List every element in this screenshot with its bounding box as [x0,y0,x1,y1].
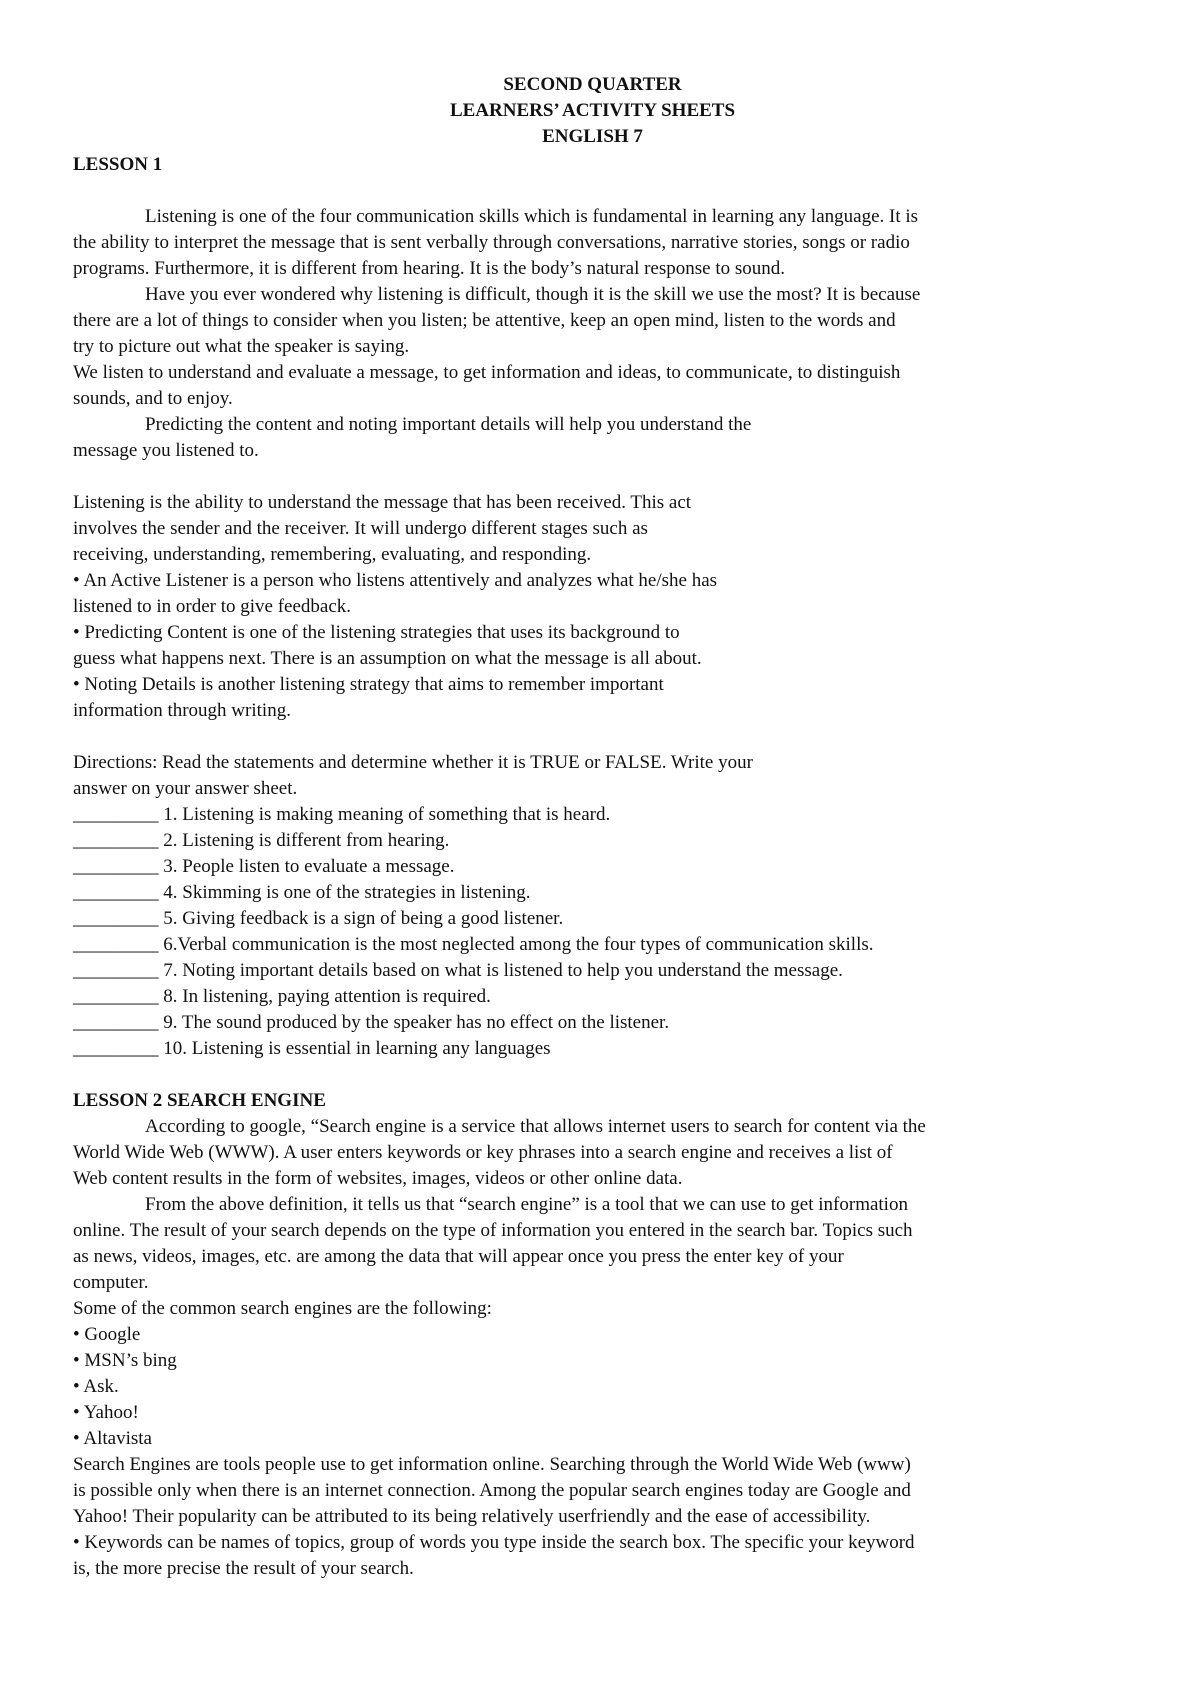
text-line: information through writing. [73,700,291,721]
text-line: as news, videos, images, etc. are among the data that will appear once you press the enter key of your [73,1246,844,1267]
lesson1-concepts [73,490,1112,724]
text-line: receiving, understanding, remembering, evaluating, and responding. [73,544,592,565]
quiz-item: _________ 2. Listening is different from hearing. [73,830,450,851]
text-line: Have you ever wondered why listening is difficult, though it is the skill we use the most? It is because [145,284,921,305]
true-false-items [73,802,1112,1062]
bullet-noting-details: • Noting Details is another listening strategy that aims to remember important [73,674,664,695]
text-line: World Wide Web (WWW). A user enters keywords or key phrases into a search engine and receives a list of [73,1142,893,1163]
text-line: According to google, “Search engine is a service that allows internet users to search for content via the [145,1116,926,1137]
text-line: Search Engines are tools people use to get information online. Searching through the World Wide Web (www) [73,1454,911,1475]
lesson1-paragraph-2 [73,282,1112,360]
list-item: • Ask. [73,1376,119,1397]
text-line: programs. Furthermore, it is different from hearing. It is the body’s natural response to sound. [73,258,785,279]
text-line: Web content results in the form of websites, images, videos or other online data. [73,1168,683,1189]
lesson2-heading: LESSON 2 SEARCH ENGINE [73,1090,326,1111]
list-item: • Altavista [73,1428,152,1449]
bullet-keywords: • Keywords can be names of topics, group of words you type inside the search box. The specific your keyword [73,1532,915,1553]
lesson2-paragraph-1 [73,1114,1112,1192]
text-line: the ability to interpret the message that is sent verbally through conversations, narrative stories, songs or radio [73,232,910,253]
text-line: Predicting the content and noting important details will help you understand the [145,414,752,435]
list-item: • Yahoo! [73,1402,139,1423]
document-header [73,72,1112,150]
search-engine-list-intro: Some of the common search engines are the following: [73,1298,492,1319]
quiz-item: _________ 7. Noting important details based on what is listened to help you understand the message. [73,960,843,981]
quiz-item: _________ 4. Skimming is one of the strategies in listening. [73,882,531,903]
quiz-item: _________ 1. Listening is making meaning of something that is heard. [73,804,611,825]
text-line: We listen to understand and evaluate a message, to get information and ideas, to communicate, to distinguish [73,362,901,383]
lesson2-paragraph-2 [73,1192,1112,1296]
text-line: sounds, and to enjoy. [73,388,233,409]
text-line: guess what happens next. There is an assumption on what the message is all about. [73,648,702,669]
quiz-item: _________ 10. Listening is essential in learning any languages [73,1038,551,1059]
text-line: involves the sender and the receiver. It will undergo different stages such as [73,518,648,539]
text-line: listened to in order to give feedback. [73,596,352,617]
quiz-item: _________ 5. Giving feedback is a sign of being a good listener. [73,908,564,929]
quiz-item: _________ 9. The sound produced by the speaker has no effect on the listener. [73,1012,670,1033]
lesson1-heading: LESSON 1 [73,154,163,175]
lesson1-paragraph-1 [73,204,1112,282]
text-line: is possible only when there is an internet connection. Among the popular search engines today are Google and [73,1480,911,1501]
search-engine-list [73,1322,1112,1452]
text-line: Listening is one of the four communication skills which is fundamental in learning any language. It is [145,206,919,227]
lesson1-paragraph-4 [73,412,1112,464]
text-line: is, the more precise the result of your search. [73,1558,414,1579]
lesson1-directions [73,750,1112,802]
header-quarter: SECOND QUARTER [503,74,682,95]
directions-text: Directions: Read the statements and determine whether it is TRUE or FALSE. Write your [73,752,753,773]
text-line: there are a lot of things to consider when you listen; be attentive, keep an open mind, listen to the words and [73,310,896,331]
text-line: message you listened to. [73,440,259,461]
text-line: try to picture out what the speaker is saying. [73,336,410,357]
directions-text: answer on your answer sheet. [73,778,298,799]
bullet-active-listener: • An Active Listener is a person who listens attentively and analyzes what he/she has [73,570,718,591]
quiz-item: _________ 6.Verbal communication is the most neglected among the four types of communication skills. [73,934,874,955]
lesson1-paragraph-3 [73,360,1112,412]
text-line: Listening is the ability to understand the message that has been received. This act [73,492,692,513]
text-line: From the above definition, it tells us that “search engine” is a tool that we can use to get information [145,1194,908,1215]
header-activity-sheets: LEARNERS’ ACTIVITY SHEETS [449,100,736,121]
header-subject: ENGLISH 7 [542,126,643,147]
bullet-predicting-content: • Predicting Content is one of the listening strategies that uses its background to [73,622,680,643]
list-item: • Google [73,1324,141,1345]
text-line: online. The result of your search depends on the type of information you entered in the search bar. Topics such [73,1220,913,1241]
list-item: • MSN’s bing [73,1350,177,1371]
lesson2-paragraph-3 [73,1452,1112,1582]
quiz-item: _________ 8. In listening, paying attention is required. [73,986,491,1007]
text-line: Yahoo! Their popularity can be attributed to its being relatively userfriendly and the ease of accessibility. [73,1506,871,1527]
text-line: computer. [73,1272,149,1293]
quiz-item: _________ 3. People listen to evaluate a message. [73,856,455,877]
